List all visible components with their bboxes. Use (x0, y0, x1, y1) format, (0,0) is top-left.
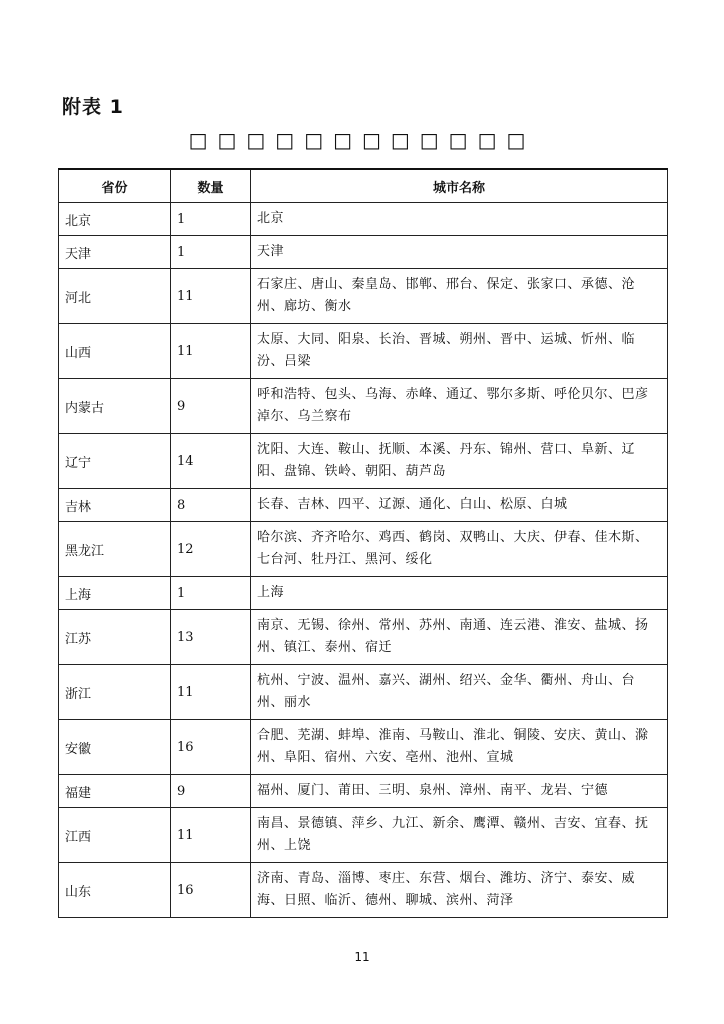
table-row (59, 577, 668, 610)
province-cell: 河北 (59, 269, 171, 324)
cities-cell: 福州、厦门、莆田、三明、泉州、漳州、南平、龙岩、宁德 (251, 775, 668, 808)
table-row (59, 720, 668, 775)
header-count: 数量 (171, 169, 251, 203)
table-row (59, 324, 668, 379)
cities-cell: 合肥、芜湖、蚌埠、淮南、马鞍山、淮北、铜陵、安庆、黄山、滁州、阜阳、宿州、六安、亳州、池州、宣城 (251, 720, 668, 775)
province-cell: 辽宁 (59, 434, 171, 489)
cities-cell: 太原、大同、阳泉、长治、晋城、朔州、晋中、运城、忻州、临汾、吕梁 (251, 324, 668, 379)
count-cell: 16 (171, 863, 251, 918)
count-cell: 1 (171, 577, 251, 610)
province-cell: 福建 (59, 775, 171, 808)
cities-cell: 沈阳、大连、鞍山、抚顺、本溪、丹东、锦州、营口、阜新、辽阳、盘锦、铁岭、朝阳、葫芦岛 (251, 434, 668, 489)
page-number: 11 (354, 950, 370, 964)
header-province: 省份 (59, 169, 171, 203)
cities-cell: 哈尔滨、齐齐哈尔、鸡西、鹤岗、双鸭山、大庆、伊春、佳木斯、七台河、牡丹江、黑河、绥化 (251, 522, 668, 577)
province-cell: 北京 (59, 203, 171, 236)
table-row (59, 236, 668, 269)
province-cell: 安徽 (59, 720, 171, 775)
count-cell: 1 (171, 236, 251, 269)
count-cell: 8 (171, 489, 251, 522)
province-cell: 上海 (59, 577, 171, 610)
province-cell: 浙江 (59, 665, 171, 720)
cities-cell: 呼和浩特、包头、乌海、赤峰、通辽、鄂尔多斯、呼伦贝尔、巴彦淖尔、乌兰察布 (251, 379, 668, 434)
province-cell: 江苏 (59, 610, 171, 665)
count-cell: 9 (171, 379, 251, 434)
count-cell: 11 (171, 324, 251, 379)
count-cell: 1 (171, 203, 251, 236)
city-table (58, 168, 668, 918)
cities-cell: 南昌、景德镇、萍乡、九江、新余、鹰潭、赣州、吉安、宜春、抚州、上饶 (251, 808, 668, 863)
count-cell: 13 (171, 610, 251, 665)
count-cell: 12 (171, 522, 251, 577)
count-cell: 9 (171, 775, 251, 808)
table-title: □□□□□□□□□□□□ (188, 128, 536, 152)
province-cell: 内蒙古 (59, 379, 171, 434)
table-row (59, 379, 668, 434)
table-row (59, 203, 668, 236)
province-cell: 吉林 (59, 489, 171, 522)
table-row (59, 808, 668, 863)
table-row (59, 522, 668, 577)
cities-cell: 济南、青岛、淄博、枣庄、东营、烟台、潍坊、济宁、泰安、威海、日照、临沂、德州、聊城、滨州、菏泽 (251, 863, 668, 918)
table-row (59, 269, 668, 324)
table-row (59, 863, 668, 918)
appendix-label: 附表 1 (62, 96, 124, 118)
province-cell: 江西 (59, 808, 171, 863)
table-row (59, 434, 668, 489)
table-row (59, 489, 668, 522)
count-cell: 11 (171, 808, 251, 863)
province-cell: 黑龙江 (59, 522, 171, 577)
count-cell: 11 (171, 269, 251, 324)
table-header-row (59, 169, 668, 203)
count-cell: 11 (171, 665, 251, 720)
cities-cell: 上海 (251, 577, 668, 610)
cities-cell: 杭州、宁波、温州、嘉兴、湖州、绍兴、金华、衢州、舟山、台州、丽水 (251, 665, 668, 720)
count-cell: 16 (171, 720, 251, 775)
cities-cell: 北京 (251, 203, 668, 236)
province-cell: 天津 (59, 236, 171, 269)
cities-cell: 长春、吉林、四平、辽源、通化、白山、松原、白城 (251, 489, 668, 522)
cities-cell: 南京、无锡、徐州、常州、苏州、南通、连云港、淮安、盐城、扬州、镇江、泰州、宿迁 (251, 610, 668, 665)
table-row (59, 775, 668, 808)
table-row (59, 610, 668, 665)
cities-cell: 石家庄、唐山、秦皇岛、邯郸、邢台、保定、张家口、承德、沧州、廊坊、衡水 (251, 269, 668, 324)
cities-cell: 天津 (251, 236, 668, 269)
header-cities: 城市名称 (251, 169, 668, 203)
table-row (59, 665, 668, 720)
province-cell: 山东 (59, 863, 171, 918)
count-cell: 14 (171, 434, 251, 489)
province-cell: 山西 (59, 324, 171, 379)
